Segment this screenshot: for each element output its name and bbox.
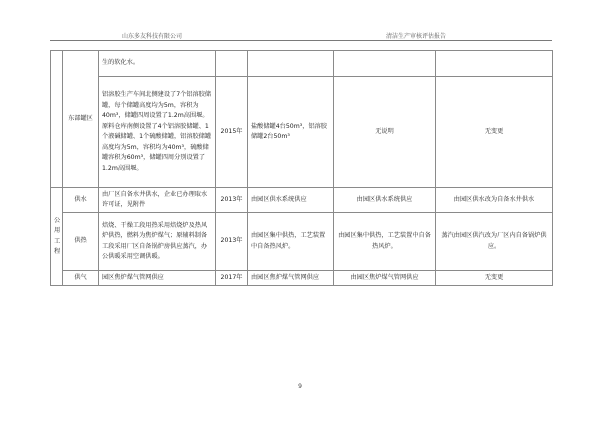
table-row-heat [51,213,553,271]
utilities-category: 公用工程 [51,188,63,286]
utility-note: 由园区集中供热，工艺装置中自备热风炉。 [334,213,436,271]
project-comparison-table [50,50,553,286]
utility-desc: 由厂区自备水井供水，企业已办理取水许可证，见附件 [99,188,216,213]
utility-desc: 焙烧、干燥工段用热采用焙烧炉及热风炉供热，燃料为焦炉煤气；原辅料制备工段采用厂区自备锅炉房供应蒸汽，办公供暖采用空调供暖。 [99,213,216,271]
storage-actual: 盐酸储罐4台50m³，铝溶胶储罐2台50m³ [248,77,334,188]
utility-change: 由园区供水改为自备水井供水 [436,188,553,213]
storage-change: 无变更 [436,77,553,188]
page-number: 9 [298,383,302,390]
empty-cell [216,51,248,77]
header-report-title: 清洁生产审核评估报告 [386,33,447,40]
utility-note: 由园区焦炉煤气管网供应 [334,271,436,286]
storage-subcategory: 东部罐区 [63,51,99,188]
utility-change: 蒸汽由园区供汽改为厂区内自备锅炉供应。 [436,213,553,271]
table-row-continuation [51,51,553,77]
utility-year: 2017年 [216,271,248,286]
table-row-water [51,188,553,213]
storage-category-cell [51,51,63,188]
utility-subcategory: 供气 [63,271,99,286]
utility-subcategory: 供热 [63,213,99,271]
utility-year: 2013年 [216,213,248,271]
storage-note: 无说明 [334,77,436,188]
utility-subcategory: 供水 [63,188,99,213]
empty-cell [334,51,436,77]
table-row-gas [51,271,553,286]
empty-cell [436,51,553,77]
header-company: 山东多友科技有限公司 [122,33,183,40]
utility-desc: 园区焦炉煤气管网供应 [99,271,216,286]
storage-continued-desc: 生的软化水。 [99,51,216,77]
utility-year: 2013年 [216,188,248,213]
table-row-storage [51,77,553,188]
utility-note: 由园区供水系统供应 [334,188,436,213]
header-rule [50,40,552,41]
storage-year: 2015年 [216,77,248,188]
empty-cell [248,51,334,77]
utility-actual: 由园区焦炉煤气管网供应 [248,271,334,286]
utility-actual: 由园区供水系统供应 [248,188,334,213]
utility-actual: 由园区集中供热，工艺装置中自备热风炉。 [248,213,334,271]
storage-desc: 铝溶胶生产车间北侧建设了7个铝溶胶储罐，每个储罐高度均为5m，容积为40m³，储罐四周设置了1.2m高围堰。原料仓库南侧设置了4个铝溶胶储罐、1个液碱储罐、1个硫酸储罐，铝溶胶储罐高度均为5m，容积均为40m³，硫酸储罐容积为60m³，储罐四周分别设置了1.2m高围堰。 [99,77,216,188]
utility-change: 无变更 [436,271,553,286]
